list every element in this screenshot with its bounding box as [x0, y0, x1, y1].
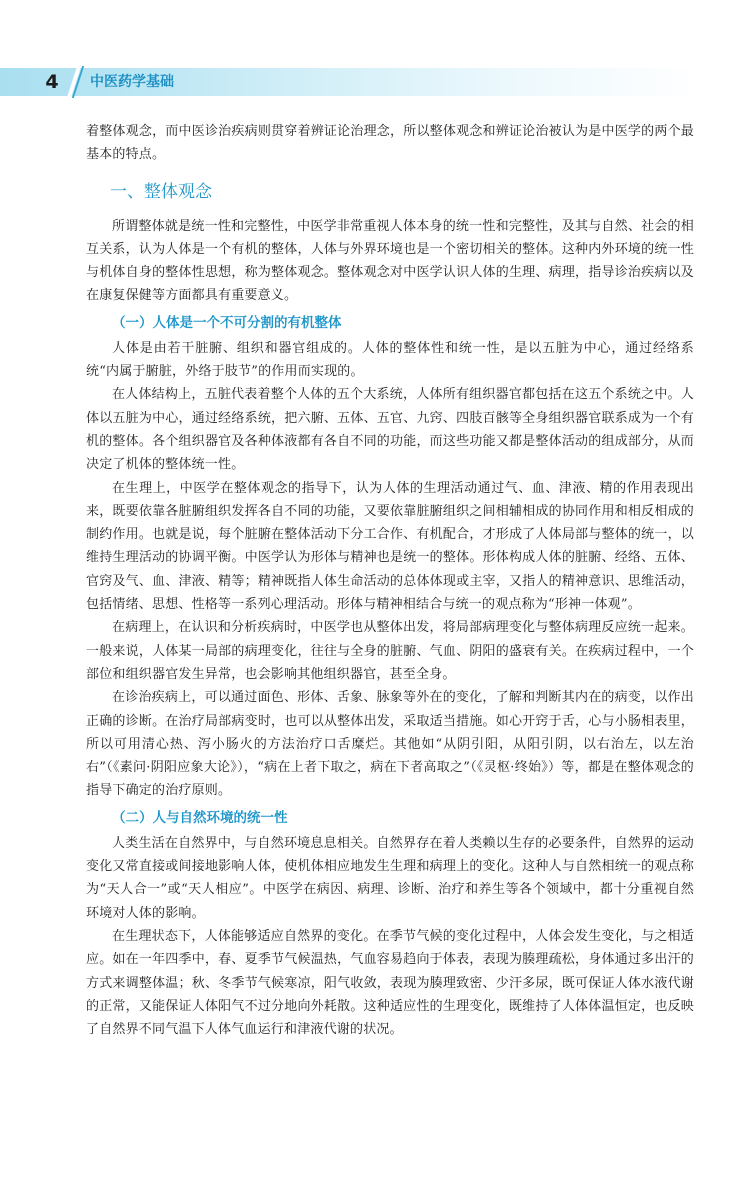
paragraph: 人体是由若干脏腑、组织和器官组成的。人体的整体性和统一性，是以五脏为中心，通过经络系统“内属于腑脏，外络于肢节”的作用而实现的。: [86, 340, 694, 380]
paragraph: 在人体结构上，五脏代表着整个人体的五个大系统，人体所有组织器官都包括在这五个系统之中。人体以五脏为中心，通过经络系统，把六腑、五体、五官、九窍、四肢百骸等全身组织器官联系成为一个有机的整体。各个组织器官及各种体液都有各自不同的功能，而这些功能又都是整体活动的组成部分，从而决定了机体的整体统一性。: [86, 387, 694, 473]
section-paragraph: 所谓整体就是统一性和完整性，中医学非常重视人体本身的统一性和完整性，及其与自然、社会的相互关系，认为人体是一个有机的整体，人体与外界环境也是一个密切相关的整体。这种内外环境的统一性与机体自身的整体性思想，称为整体观念。整体观念对中医学认识人体的生理、病理，指导诊治疾病以及在康复保健等方面都具有重要意义。: [86, 218, 694, 304]
section-title: 一、整体观念: [110, 181, 212, 202]
paragraph: 在生理状态下，人体能够适应自然界的变化。在季节气候的变化过程中，人体会发生变化，与之相适应。如在一年四季中，春、夏季节气候温热，气血容易趋向于体表，表现为腠理疏松，身体通过多出汗的方式来调整体温；秋、冬季节气候寒凉，阳气收敛，表现为腠理致密、少汗多尿，既可保证人体水液代谢的正常，又能保证人体阳气不过分地向外耗散。这种适应性的生理变化，既维持了人体体温恒定，也反映了自然界不同气温下人体气血运行和津液代谢的状况。: [86, 928, 694, 1038]
subsection-title-1: （一）人体是一个不可分割的有机整体: [112, 314, 342, 331]
book-title: 中医药学基础: [90, 74, 174, 90]
paragraph: 在生理上，中医学在整体观念的指导下，认为人体的生理活动通过气、血、津液、精的作用表现出来，既要依靠各脏腑组织发挥各自不同的功能，又要依靠脏腑组织之间相辅相成的协同作用和相反相成的制约作用。也就是说，每个脏腑在整体活动下分工合作、有机配合，才形成了人体局部与整体的统一，以维持生理活动的协调平衡。中医学认为形体与精神也是统一的整体。形体构成人体的脏腑、经络、五体、官窍及气、血、津液、精等；精神既指人体生命活动的总体体现或主宰，又指人的精神意识、思维活动，包括情绪、思想、性格等一系列心理活动。形体与精神相结合与统一的观点称为“形神一体观”。: [86, 480, 694, 613]
paragraph: 在诊治疾病上，可以通过面色、形体、舌象、脉象等外在的变化，了解和判断其内在的病变，以作出正确的诊断。在治疗局部病变时，也可以从整体出发，采取适当措施。如心开窍于舌，心与小肠相表里，所以可用清心热、泻小肠火的方法治疗口舌糜烂。其他如“从阴引阳，从阳引阴，以右治左，以左治右”（《素问·阴阳应象大论》），“病在上者下取之，病在下者高取之”（《灵枢·终始》）等，都是在整体观念的指导下确定的治疗原则。: [86, 690, 694, 799]
page-body: [86, 120, 694, 1041]
paragraph: 在病理上，在认识和分析疾病时，中医学也从整体出发，将局部病理变化与整体病理反应统一起来。一般来说，人体某一局部的病理变化，往往与全身的脏腑、气血、阴阳的盛衰有关。在疾病过程中，一个部位和组织器官发生异常，也会影响其他组织器官，甚至全身。: [86, 620, 694, 682]
paragraph: 人类生活在自然界中，与自然环境息息相关。自然界存在着人类赖以生存的必要条件，自然界的运动变化又常直接或间接地影响人体，使机体相应地发生生理和病理上的变化。这种人与自然相统一的观点称为“天人合一”或“天人相应”。中医学在病因、病理、诊断、治疗和养生等各个领域中，都十分重视自然环境对人体的影响。: [86, 835, 694, 921]
page-header: [0, 66, 750, 100]
page-number: 4: [45, 71, 59, 93]
subsection-title-2: （二）人与自然环境的统一性: [112, 809, 288, 826]
intro-paragraph: 着整体观念，而中医诊治疾病则贯穿着辨证论治理念，所以整体观念和辨证论治被认为是中医学的两个最基本的特点。: [86, 124, 694, 163]
